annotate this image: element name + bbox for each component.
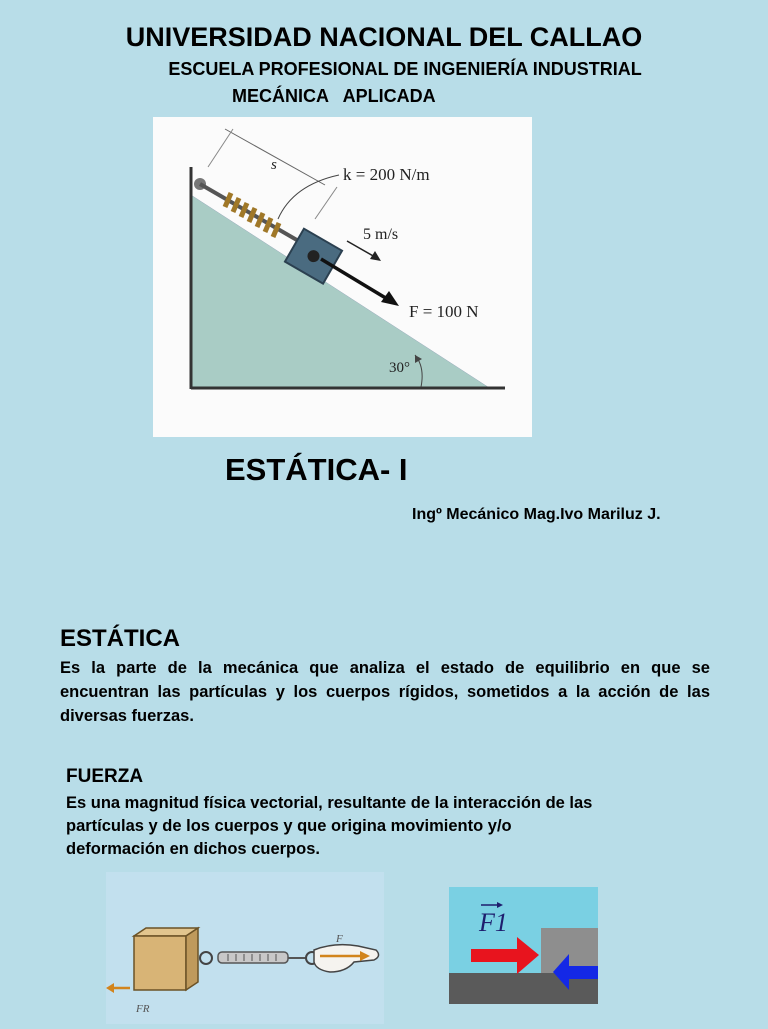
distance-label: s: [271, 157, 277, 173]
author-name: Ingº Mecánico Mag.Ivo Mariluz J.: [412, 506, 661, 523]
topic-title: ESTÁTICA- I: [225, 452, 408, 487]
spring-constant-label: k = 200 N/m: [343, 165, 430, 184]
school-subtitle: ESCUELA PROFESIONAL DE INGENIERÍA INDUSTRIAL: [168, 59, 642, 79]
fuerza-line-1: Es una magnitud física vectorial, resultante de la interacción de las: [66, 794, 593, 812]
fuerza-line-2: partículas y de los cuerpos y que origina movimiento y/o: [66, 817, 512, 835]
force-label: F = 100 N: [409, 302, 479, 321]
reaction-force-label: FR: [136, 1003, 150, 1015]
university-title: UNIVERSIDAD NACIONAL DEL CALLAO: [125, 22, 643, 52]
angle-label: 30°: [389, 360, 410, 376]
estatica-definition: Es la parte de la mecánica que analiza el estado de equilibrio en que se encuentran las partículas y los cuerpos rígidos, sometidos a la acción de las diversas fuerzas.: [60, 659, 710, 725]
course-subtitle: MECÁNICA APLICADA: [232, 86, 436, 106]
fuerza-heading: FUERZA: [66, 766, 144, 787]
spring-scale-figure: [106, 872, 384, 1024]
fuerza-definition: [66, 792, 716, 861]
incline-spring-figure: [153, 117, 532, 437]
velocity-label: 5 m/s: [363, 226, 399, 243]
f1-label: F1: [479, 908, 508, 937]
estatica-heading: ESTÁTICA: [60, 625, 180, 652]
force-arrows-figure: [449, 887, 598, 1004]
fuerza-line-3: deformación en dichos cuerpos.: [66, 840, 320, 858]
applied-force-label: F: [336, 933, 343, 945]
